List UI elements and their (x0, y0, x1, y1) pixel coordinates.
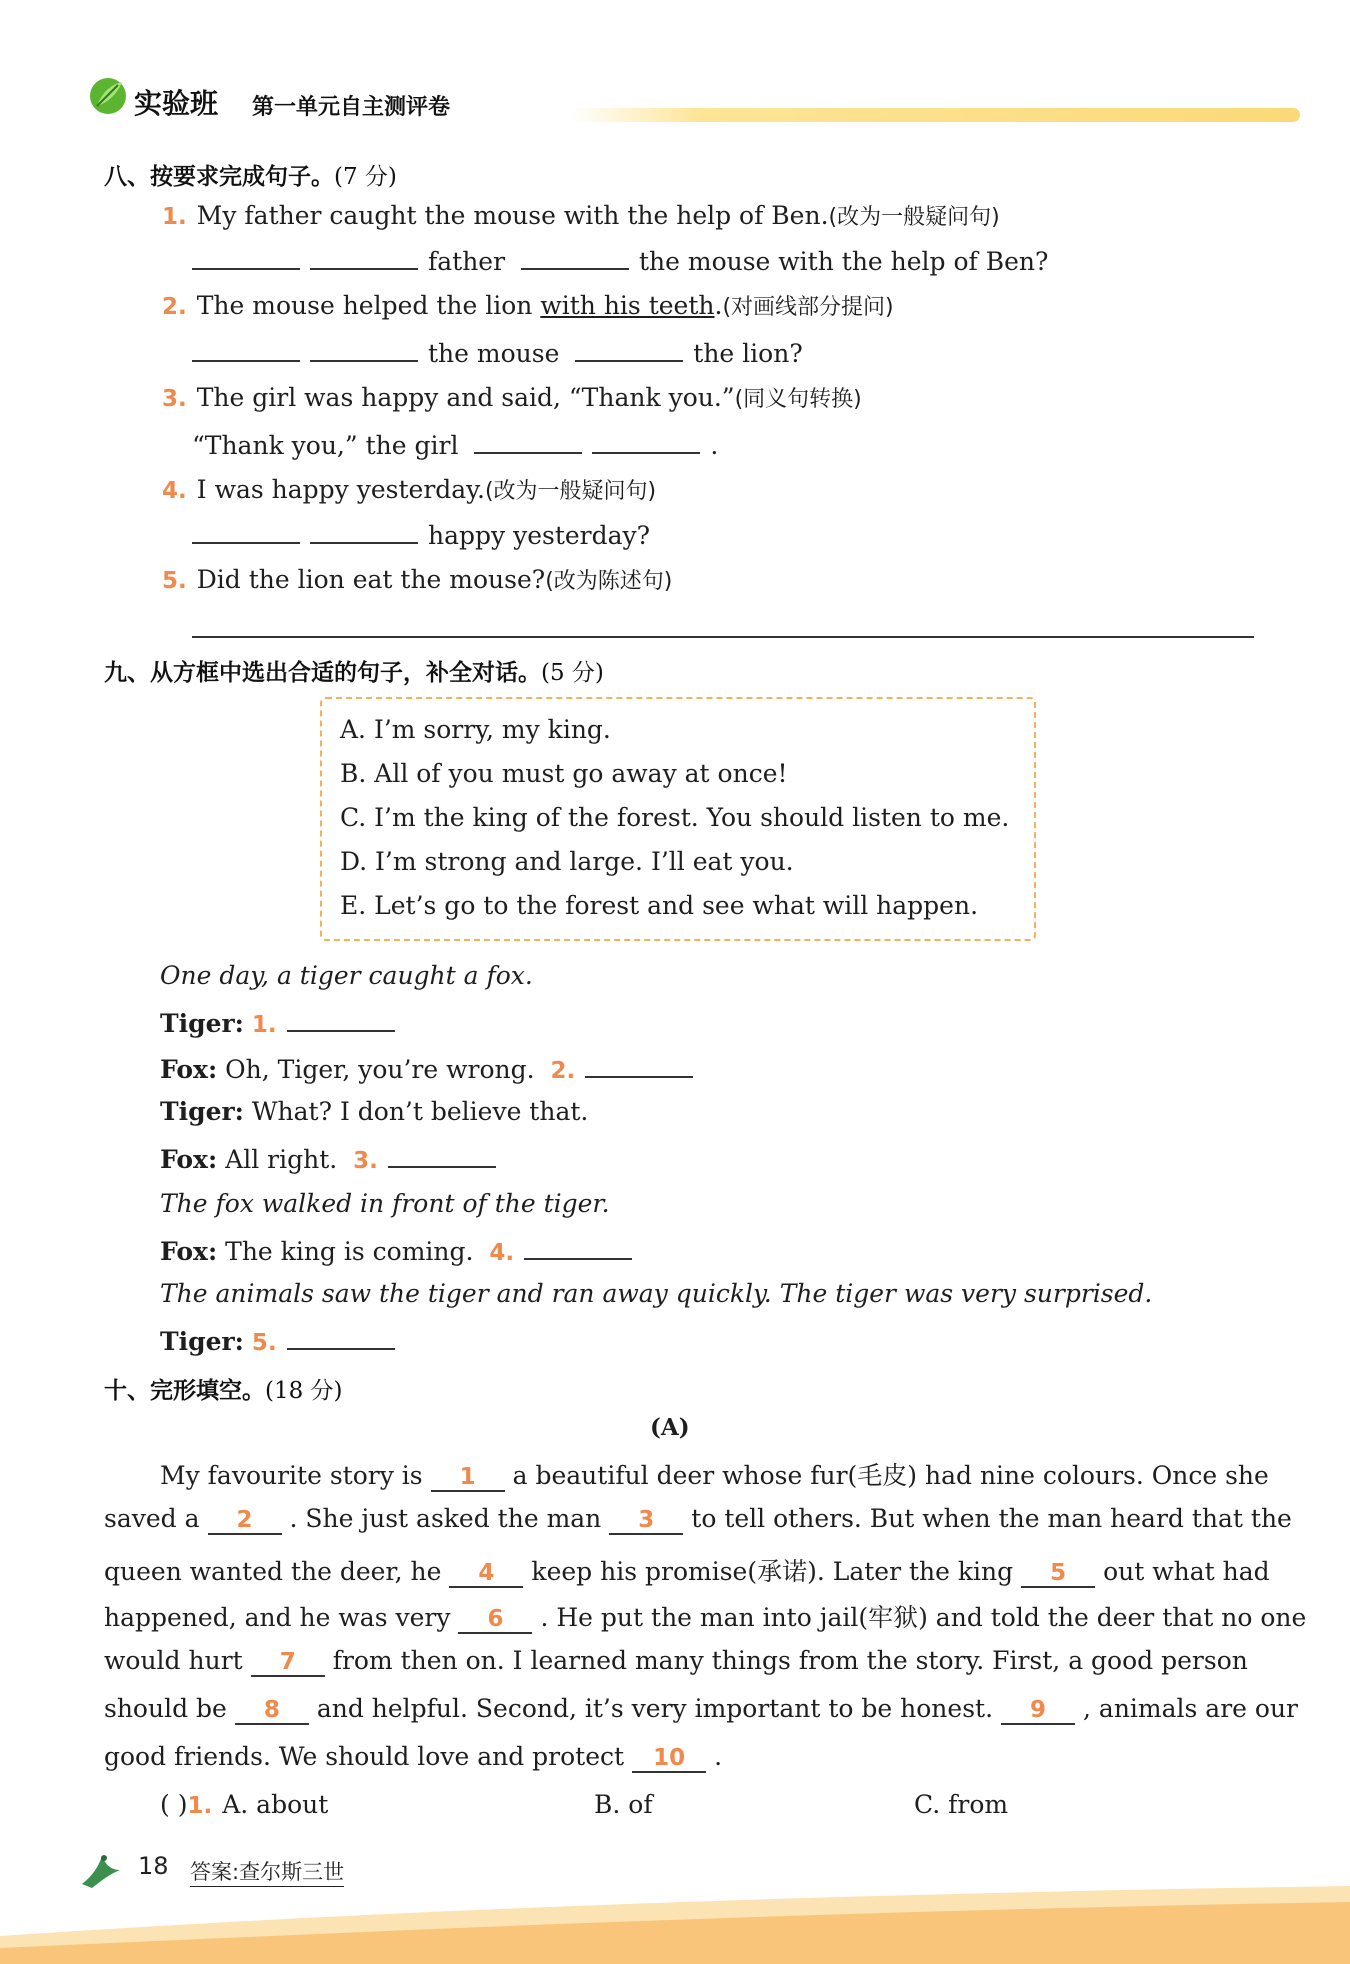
leaf-logo-icon (88, 76, 128, 116)
section8-title-text: 八、按要求完成句子。 (104, 164, 334, 190)
narration: One day, a tiger caught a fox. (160, 961, 533, 990)
choice-a[interactable]: A. about (222, 1790, 329, 1819)
cloze-blank[interactable]: 1 (431, 1464, 505, 1492)
speaker: Tiger: (160, 1009, 244, 1038)
cloze-line (160, 1456, 1269, 1492)
s8-q3 (162, 382, 862, 416)
section8-title (104, 158, 397, 191)
answer-blank[interactable] (474, 428, 582, 454)
option-b: B. All of you must go away at once! (340, 759, 788, 788)
cloze-text: queen wanted the deer, he (104, 1557, 442, 1586)
section9-title-text: 九、从方框中选出合适的句子，补全对话。 (104, 660, 541, 686)
answer-text: the mouse with the help of Ben? (638, 247, 1049, 276)
cloze-blank[interactable]: 3 (609, 1507, 683, 1535)
cloze-line (104, 1646, 1254, 1677)
cloze-text: . (714, 1742, 723, 1771)
s8-a2 (192, 336, 803, 370)
answer-text: “Thank you,” the girl (192, 431, 459, 460)
dialogue-line (160, 1096, 588, 1128)
choice-row (160, 1790, 328, 1819)
instruction: (同义句转换) (734, 387, 862, 412)
underlined-text: with his teeth (540, 291, 715, 320)
answer-blank[interactable] (592, 428, 700, 454)
cloze-text: . He put the man into jail(牢狱) and told the deer that no one (540, 1603, 1307, 1632)
answer-blank[interactable] (521, 244, 629, 270)
cloze-text: a beautiful deer whose fur(毛皮) had nine colours. Once she (512, 1461, 1269, 1490)
answer-blank[interactable] (575, 336, 683, 362)
s8-a4 (192, 518, 650, 552)
cloze-text: saved a (104, 1504, 200, 1533)
cloze-blank[interactable]: 9 (1001, 1697, 1075, 1725)
question-text: I was happy yesterday. (196, 475, 485, 504)
blank-number: 2. (550, 1058, 576, 1084)
s8-q2 (162, 290, 894, 324)
answer-blank[interactable] (388, 1142, 496, 1168)
cloze-line (104, 1694, 1298, 1725)
q-number: 2. (162, 294, 187, 320)
cloze-text: and helpful. Second, it’s very important to be honest. (316, 1694, 994, 1723)
cloze-blank[interactable]: 6 (458, 1606, 532, 1634)
answer-blank[interactable] (287, 1324, 395, 1350)
instruction: (改为陈述句) (545, 569, 673, 594)
s8-q1 (162, 200, 1000, 234)
cloze-blank[interactable]: 4 (449, 1560, 523, 1588)
answer-blank[interactable] (287, 1006, 395, 1032)
answer-blank[interactable] (310, 336, 418, 362)
dialogue-text: What? I don’t believe that. (251, 1097, 589, 1126)
speaker: Fox: (160, 1145, 218, 1174)
answer-blank[interactable] (524, 1234, 632, 1260)
blank-number: 3. (353, 1148, 378, 1174)
blank-number: 4. (489, 1240, 515, 1266)
cloze-text: should be (104, 1694, 227, 1723)
answer-note: 答案:查尔斯三世 (190, 1856, 344, 1887)
section10-title-text: 十、完形填空。 (104, 1378, 265, 1404)
cloze-text: , animals are our (1083, 1694, 1298, 1723)
q-number: 1. (162, 204, 187, 230)
dialogue-line (160, 1234, 642, 1269)
option-c: C. I’m the king of the forest. You should listen to me. (340, 803, 1010, 832)
answer-line[interactable] (192, 636, 1254, 638)
cloze-text: out what had (1103, 1557, 1270, 1586)
section10-points: (18 分) (265, 1378, 343, 1404)
instruction: (改为一般疑问句) (828, 205, 1000, 230)
answer-blank[interactable] (192, 336, 300, 362)
cloze-text: keep his promise(承诺). Later the king (531, 1557, 1014, 1586)
narration: The animals saw the tiger and ran away quickly. The tiger was very surprised. (160, 1279, 1153, 1308)
dialogue-line (160, 1006, 405, 1041)
header-stripe (570, 108, 1300, 122)
answer-text: father (428, 247, 506, 276)
cloze-text: to tell others. But when the man heard that the (691, 1504, 1292, 1533)
section9-title (104, 654, 604, 687)
answer-text: the mouse (428, 339, 560, 368)
section8-points: (7 分) (334, 164, 397, 190)
cloze-line (104, 1598, 1307, 1634)
question-text: My father caught the mouse with the help of Ben. (196, 201, 829, 230)
instruction: (改为一般疑问句) (484, 479, 657, 504)
option-d: D. I’m strong and large. I’ll eat you. (340, 847, 794, 876)
exam-subtitle: 第一单元自主测评卷 (252, 95, 451, 120)
narration: The fox walked in front of the tiger. (160, 1189, 610, 1218)
answer-text: the lion? (693, 339, 803, 368)
brand-title: 实验班 (134, 87, 219, 120)
cloze-blank[interactable]: 7 (251, 1649, 325, 1677)
cloze-line (104, 1504, 1292, 1535)
option-a: A. I’m sorry, my king. (340, 715, 611, 744)
q-number: 3. (162, 386, 187, 412)
q-number: 1. (187, 1793, 213, 1819)
part-label: (A) (650, 1414, 690, 1441)
s8-a1 (192, 244, 1048, 278)
cloze-blank[interactable]: 5 (1021, 1560, 1095, 1588)
speaker: Fox: (160, 1055, 218, 1084)
speaker: Tiger: (160, 1327, 244, 1356)
question-text: . (714, 291, 723, 320)
s8-q5 (162, 564, 672, 598)
answer-blank[interactable] (310, 518, 418, 544)
answer-text: happy yesterday? (428, 521, 651, 550)
option-e: E. Let’s go to the forest and see what will happen. (340, 891, 979, 920)
blank-number: 1. (251, 1012, 277, 1038)
choice-b[interactable]: B. of (594, 1790, 653, 1819)
cloze-blank[interactable]: 8 (235, 1697, 309, 1725)
question-text: Did the lion eat the mouse? (196, 565, 546, 594)
dialogue-line (160, 1142, 506, 1177)
cloze-text: good friends. We should love and protect (104, 1742, 625, 1771)
question-text: The mouse helped the lion (196, 291, 541, 320)
dialogue-text: The king is coming. (225, 1237, 474, 1266)
answer-blank[interactable] (192, 244, 300, 270)
dialogue-line (160, 1052, 703, 1087)
options-box (320, 697, 1036, 941)
section9-points: (5 分) (541, 660, 604, 686)
q-number: 4. (162, 478, 187, 504)
section10-title (104, 1372, 343, 1405)
answer-blank[interactable] (192, 518, 300, 544)
page-number: 18 (138, 1852, 169, 1880)
answer-paren[interactable]: ( ) (160, 1790, 188, 1819)
cloze-blank[interactable]: 2 (208, 1507, 282, 1535)
s8-a3 (192, 428, 718, 462)
speaker: Fox: (160, 1237, 218, 1266)
cloze-blank[interactable]: 10 (632, 1745, 706, 1773)
cloze-text: My favourite story is (160, 1461, 423, 1490)
cloze-line (104, 1742, 1254, 1773)
choice-c[interactable]: C. from (914, 1790, 1009, 1819)
answer-blank[interactable] (585, 1052, 693, 1078)
question-text: The girl was happy and said, “Thank you.” (196, 383, 735, 412)
speaker: Tiger: (160, 1097, 244, 1126)
answer-text: . (710, 431, 719, 460)
answer-blank[interactable] (310, 244, 418, 270)
cloze-text: from then on. I learned many things from the story. First, a good person (332, 1646, 1248, 1675)
cloze-text: happened, and he was very (104, 1603, 451, 1632)
q-number: 5. (162, 568, 187, 594)
cloze-line (104, 1552, 1270, 1588)
blank-number: 5. (251, 1330, 277, 1356)
bird-icon (78, 1846, 124, 1892)
dialogue-text: All right. (225, 1145, 338, 1174)
cloze-text: . She just asked the man (289, 1504, 602, 1533)
dialogue-line (160, 1324, 405, 1359)
footer-wave (0, 1876, 1350, 1964)
dialogue-text: Oh, Tiger, you’re wrong. (225, 1055, 535, 1084)
s8-q4 (162, 474, 656, 508)
instruction: (对画线部分提问) (722, 295, 894, 320)
cloze-text: would hurt (104, 1646, 243, 1675)
